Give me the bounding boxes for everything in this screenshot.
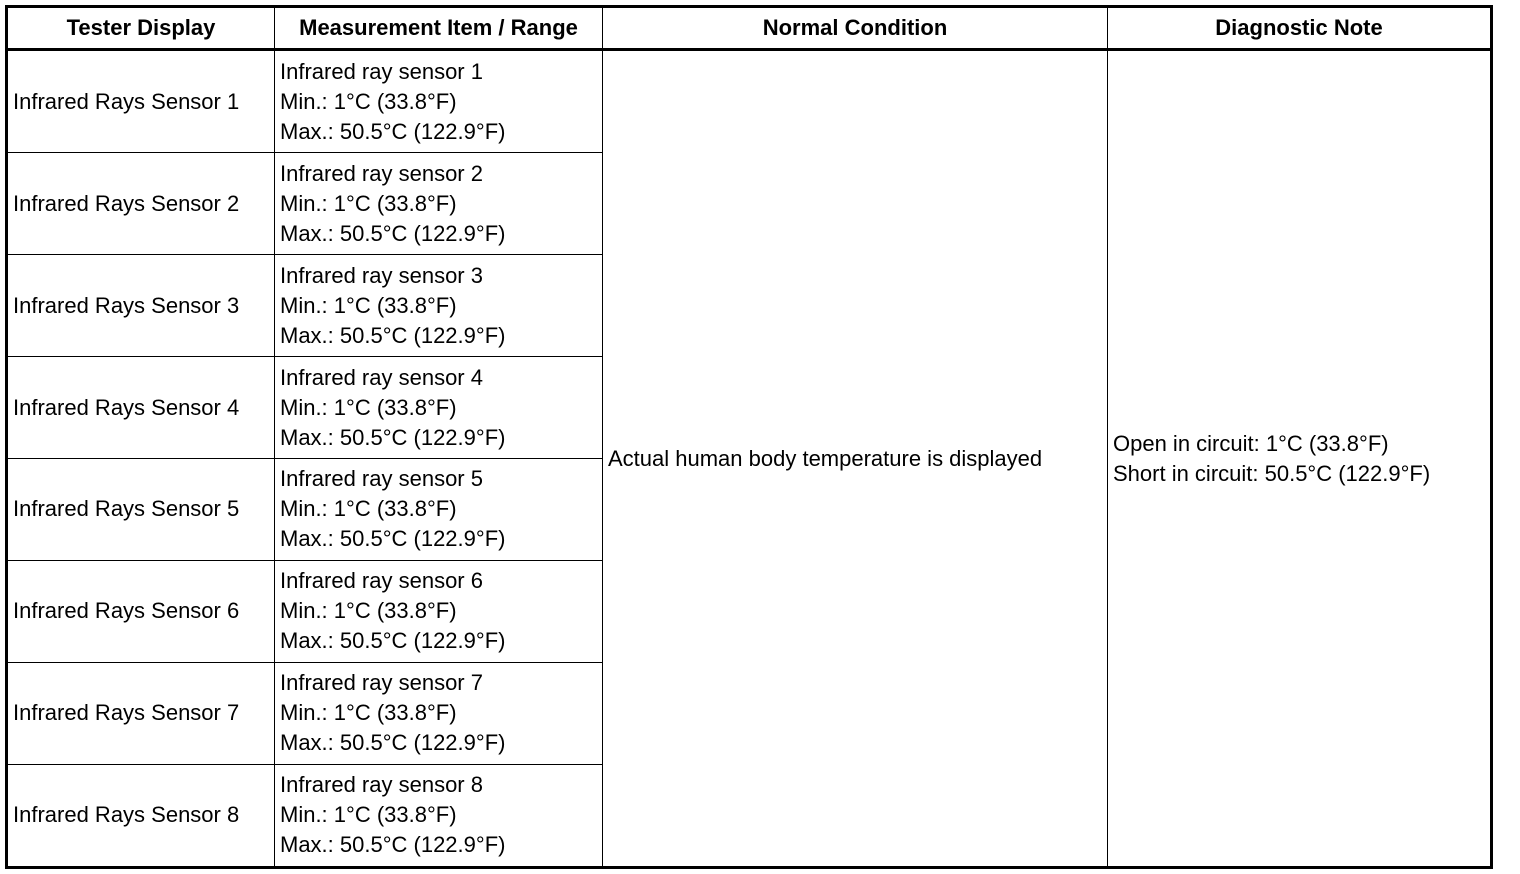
diagnostic-note-short: Short in circuit: 50.5°C (122.9°F) bbox=[1113, 460, 1431, 486]
header-tester-display: Tester Display bbox=[7, 7, 275, 50]
measurement-item: Infrared ray sensor 5 bbox=[280, 466, 483, 492]
measurement-item: Infrared ray sensor 2 bbox=[280, 160, 483, 186]
diagnostic-note-cell bbox=[1108, 50, 1492, 868]
measurement-min: Min.: 1°C (33.8°F) bbox=[280, 496, 457, 522]
measurement-item: Infrared ray sensor 1 bbox=[280, 58, 483, 84]
measurement-max: Max.: 50.5°C (122.9°F) bbox=[280, 220, 506, 246]
tester-display-cell: Infrared Rays Sensor 1 bbox=[7, 50, 275, 153]
measurement-cell bbox=[275, 560, 603, 662]
tester-display-cell: Infrared Rays Sensor 2 bbox=[7, 153, 275, 255]
header-normal-condition: Normal Condition bbox=[603, 7, 1108, 50]
measurement-min: Min.: 1°C (33.8°F) bbox=[280, 394, 457, 420]
measurement-item: Infrared ray sensor 8 bbox=[280, 772, 483, 798]
diagnostic-note-open: Open in circuit: 1°C (33.8°F) bbox=[1113, 430, 1389, 456]
tester-display-cell: Infrared Rays Sensor 8 bbox=[7, 764, 275, 867]
measurement-item: Infrared ray sensor 4 bbox=[280, 364, 483, 390]
measurement-cell bbox=[275, 50, 603, 153]
measurement-cell bbox=[275, 153, 603, 255]
measurement-cell bbox=[275, 458, 603, 560]
diagnostic-data-table bbox=[5, 5, 1493, 869]
measurement-max: Max.: 50.5°C (122.9°F) bbox=[280, 832, 506, 858]
measurement-max: Max.: 50.5°C (122.9°F) bbox=[280, 118, 506, 144]
header-diagnostic-note: Diagnostic Note bbox=[1108, 7, 1492, 50]
measurement-cell bbox=[275, 357, 603, 459]
tester-display-cell: Infrared Rays Sensor 7 bbox=[7, 662, 275, 764]
header-measurement-item: Measurement Item / Range bbox=[275, 7, 603, 50]
measurement-max: Max.: 50.5°C (122.9°F) bbox=[280, 322, 506, 348]
measurement-cell bbox=[275, 662, 603, 764]
tester-display-cell: Infrared Rays Sensor 4 bbox=[7, 357, 275, 459]
header-row bbox=[7, 7, 1492, 50]
measurement-item: Infrared ray sensor 7 bbox=[280, 670, 483, 696]
measurement-item: Infrared ray sensor 3 bbox=[280, 262, 483, 288]
measurement-max: Max.: 50.5°C (122.9°F) bbox=[280, 424, 506, 450]
tester-display-cell: Infrared Rays Sensor 5 bbox=[7, 458, 275, 560]
measurement-min: Min.: 1°C (33.8°F) bbox=[280, 802, 457, 828]
measurement-min: Min.: 1°C (33.8°F) bbox=[280, 700, 457, 726]
measurement-min: Min.: 1°C (33.8°F) bbox=[280, 292, 457, 318]
normal-condition-cell: Actual human body temperature is displayed bbox=[603, 50, 1108, 868]
measurement-min: Min.: 1°C (33.8°F) bbox=[280, 88, 457, 114]
measurement-min: Min.: 1°C (33.8°F) bbox=[280, 190, 457, 216]
measurement-min: Min.: 1°C (33.8°F) bbox=[280, 598, 457, 624]
measurement-max: Max.: 50.5°C (122.9°F) bbox=[280, 730, 506, 756]
measurement-cell bbox=[275, 255, 603, 357]
table-row bbox=[7, 50, 1492, 153]
tester-display-cell: Infrared Rays Sensor 6 bbox=[7, 560, 275, 662]
measurement-cell bbox=[275, 764, 603, 867]
measurement-max: Max.: 50.5°C (122.9°F) bbox=[280, 526, 506, 552]
measurement-max: Max.: 50.5°C (122.9°F) bbox=[280, 628, 506, 654]
tester-display-cell: Infrared Rays Sensor 3 bbox=[7, 255, 275, 357]
measurement-item: Infrared ray sensor 6 bbox=[280, 568, 483, 594]
